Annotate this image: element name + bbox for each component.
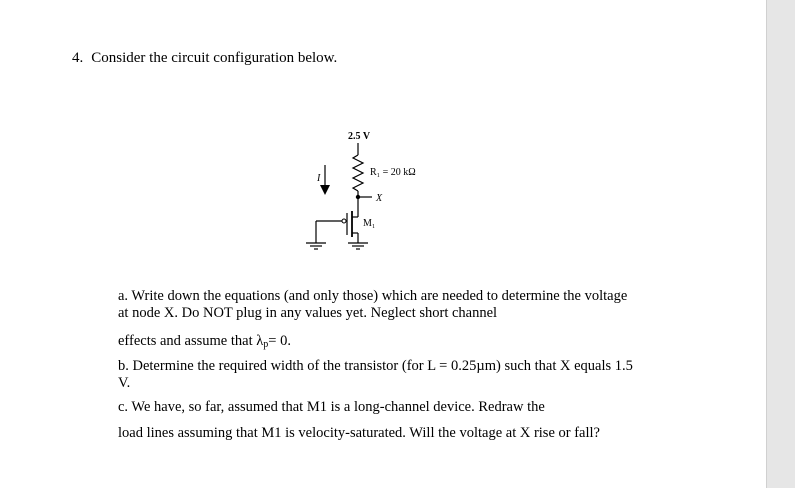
supply-voltage-label: 2.5 V [348,131,371,142]
part-a-text: a. Write down the equations (and only those) which are needed to determine the voltage at node X. Do NOT plug in any values yet. Neglect short channel [118,288,628,321]
circuit-diagram [300,125,450,260]
question-prompt: Consider the circuit configuration below. [91,50,338,66]
part-b-text: b. Determine the required width of the transistor (for L = 0.25µm) such that X equals 1.5 V. [118,358,633,391]
part-a-assumption-prefix: effects and assume that λ [118,333,264,349]
transistor-label: M₁ [363,218,376,229]
lambda-subscript: p [263,339,269,350]
part-a-assumption-suffix: = 0. [268,333,291,349]
resistor-label: R₁ = 20 kΩ [370,167,416,178]
part-c-text-line2: load lines assuming that M1 is velocity-saturated. Will the voltage at X rise or fall? [118,425,600,441]
resistor-r1 [353,155,363,191]
gate-bubble [342,219,346,223]
part-a-assumption [118,333,638,353]
current-arrow-icon [320,185,330,195]
current-label: I [317,173,321,184]
page-margin [766,0,795,488]
node-x-label: X [376,193,383,204]
question-number: 4. [72,50,84,66]
part-c-text-line1: c. We have, so far, assumed that M1 is a long-channel device. Redraw the [118,399,545,415]
question-heading [72,50,337,67]
